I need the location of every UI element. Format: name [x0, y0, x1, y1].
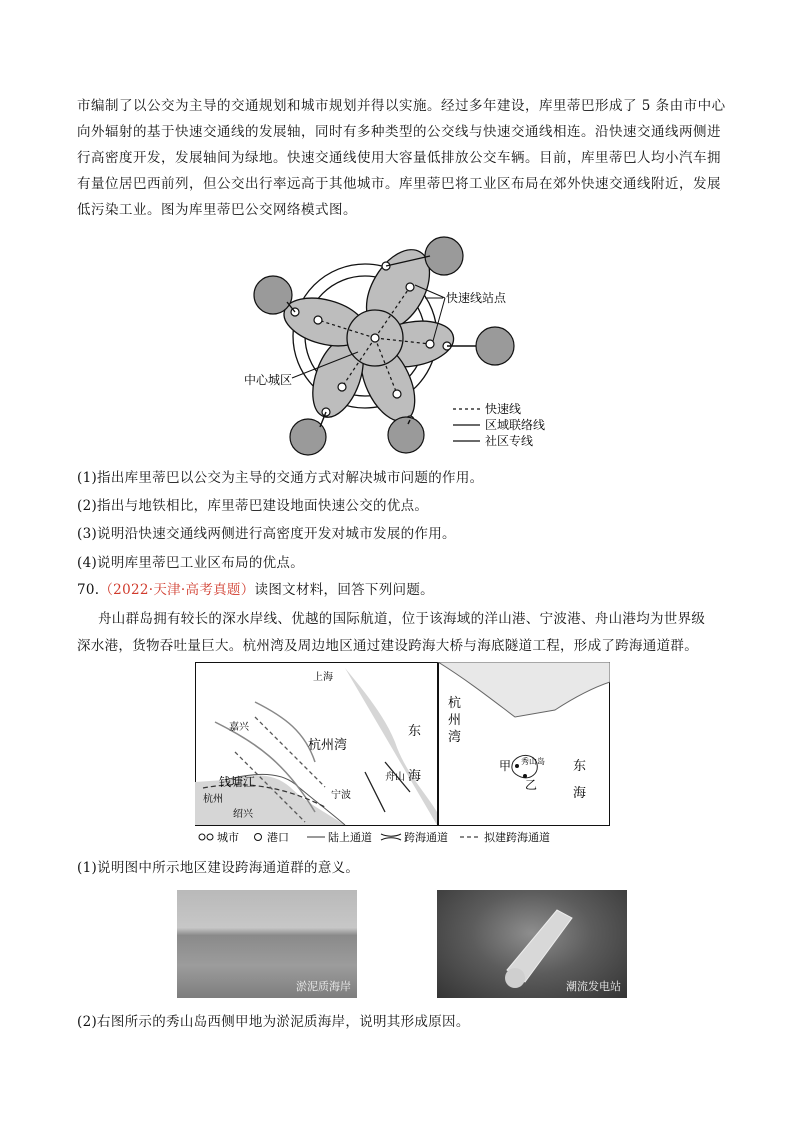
q70-paragraph-line2: 深水港，货物吞吐量巨大。杭州湾及周边地区通过建设跨海大桥与海底隧道工程，形成了跨海通道群。 [77, 638, 698, 654]
question-number: 70. [77, 582, 100, 598]
legend-express: 快速线 [485, 402, 522, 416]
map-ningbo: 宁波 [331, 790, 351, 801]
map-zhoushan: 舟山 [385, 772, 405, 783]
intro-line: 向外辐射的基于快速交通线的发展轴，同时有多种类型的公交线与快速交通线相连。沿快速交通线两侧进 [77, 124, 721, 140]
bus-network-diagram [240, 232, 560, 457]
intro-line: 有量位居巴西前列，但公交出行率远高于其他城市。库里蒂巴将工业区布局在郊外快速交通线附近，发展 [77, 176, 721, 192]
question-prompt: 读图文材料，回答下列问题。 [254, 582, 434, 598]
q69-sub1: (1)指出库里蒂巴以公交为主导的交通方式对解决城市问题的作用。 [77, 470, 484, 486]
map-jia: 甲 [499, 759, 512, 773]
intro-line: 行高密度开发，发展轴间为绿地。快速交通线使用大容量低排放公交车辆。目前，库里蒂巴人均小汽车拥 [77, 150, 721, 166]
legend-planned: 拟建跨海通道 [484, 831, 550, 844]
map-shanghai: 上海 [313, 672, 333, 683]
map-yi: 乙 [525, 778, 538, 792]
map-hang: 杭 [448, 696, 462, 711]
tidal-caption: 潮流发电站 [566, 980, 621, 993]
legend-land: 陆上通道 [328, 831, 372, 844]
mudflat-photo [177, 890, 357, 998]
legend-city: 城市 [217, 831, 239, 844]
legend-port: 港口 [267, 831, 289, 844]
q70-sub1: (1)说明图中所示地区建设跨海通道群的意义。 [77, 860, 360, 876]
map-wan: 湾 [448, 730, 462, 745]
hangzhou-bay-map [195, 662, 610, 844]
q70-sub2: (2)右图所示的秀山岛西侧甲地为淤泥质海岸，说明其形成原因。 [77, 1014, 470, 1030]
q69-sub3: (3)说明沿快速交通线两侧进行高密度开发对城市发展的作用。 [77, 526, 456, 542]
map-zhou: 州 [448, 713, 462, 728]
legend-sea: 跨海通道 [404, 831, 448, 844]
legend-regional: 区域联络线 [485, 418, 546, 432]
map-shaoxing: 绍兴 [233, 809, 253, 820]
map-hangzhouwan: 杭州湾 [308, 738, 348, 753]
label-stations: 快速线站点 [446, 291, 507, 305]
mudflat-caption: 淤泥质海岸 [296, 980, 351, 993]
map-dong: 东 [408, 724, 422, 739]
intro-line: 低污染工业。图为库里蒂巴公交网络模式图。 [77, 202, 357, 218]
map-hai: 海 [408, 769, 422, 784]
map-jiaxing: 嘉兴 [229, 722, 249, 733]
map-qiantangjiang: 钱塘江 [219, 775, 256, 789]
intro-line: 市编制了以公交为主导的交通规划和城市规划并得以实施。经过多年建设，库里蒂巴形成了 5 条由市中心 [77, 98, 726, 114]
map-dong-right: 东 [573, 759, 587, 774]
tidal-power-photo [437, 890, 627, 998]
label-center: 中心城区 [244, 373, 293, 387]
legend-community: 社区专线 [485, 434, 534, 448]
q70-heading [77, 580, 434, 600]
q69-sub2: (2)指出与地铁相比，库里蒂巴建设地面快速公交的优点。 [77, 498, 429, 514]
q70-paragraph-line1: 舟山群岛拥有较长的深水岸线、优越的国际航道，位于该海域的洋山港、宁波港、舟山港均为世界级 [98, 611, 706, 627]
q69-sub4: (4)说明库里蒂巴工业区布局的优点。 [77, 555, 305, 571]
map-island: 秀山岛 [521, 757, 545, 766]
map-hangzhou: 杭州 [203, 794, 223, 805]
map-hai-right: 海 [573, 786, 587, 801]
source-tag[interactable]: （2022·天津·高考真题） [99, 582, 255, 598]
